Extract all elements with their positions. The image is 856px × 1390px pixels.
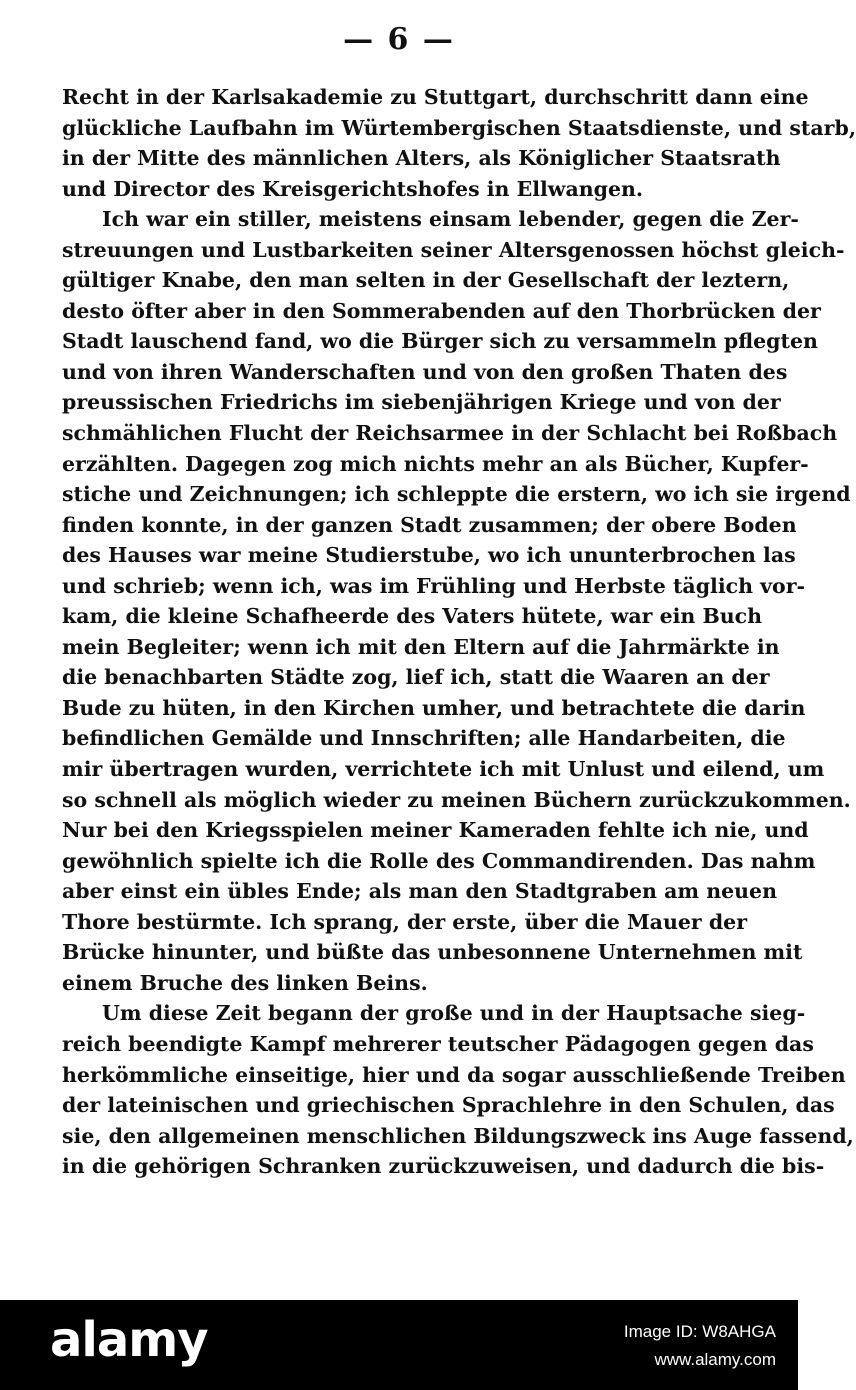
text-line: der lateinischen und griechischen Sprachlehre in den Schulen, das xyxy=(62,1093,835,1118)
text-line: Bude zu hüten, in den Kirchen umher, und betrachtete die darin xyxy=(62,695,806,720)
text-line: in die gehörigen Schranken zurückzuweisen, und dadurch die bis- xyxy=(62,1154,825,1179)
text-line: streuungen und Lustbarkeiten seiner Altersgenossen höchst gleich- xyxy=(62,237,845,262)
text-line: preussischen Friedrichs im siebenjährigen Kriege und von der xyxy=(62,390,781,415)
text-line: gewöhnlich spielte ich die Rolle des Commandirenden. Das nahm xyxy=(62,848,816,873)
text-line: mein Begleiter; wenn ich mit den Eltern auf die Jahrmärkte in xyxy=(62,634,780,659)
text-line: herkömmliche einseitige, hier und da sogar ausschließende Treiben xyxy=(62,1062,846,1087)
text-line: die benachbarten Städte zog, lief ich, statt die Waaren an der xyxy=(62,665,770,690)
text-line: desto öfter aber in den Sommerabenden auf den Thorbrücken der xyxy=(62,298,821,323)
text-line: einem Bruche des linken Beins. xyxy=(62,970,428,995)
alamy-logo: alamy xyxy=(50,1312,208,1368)
text-line: Um diese Zeit begann der große und in der Hauptsache sieg- xyxy=(102,1001,806,1026)
text-line: befindlichen Gemälde und Innschriften; alle Handarbeiten, die xyxy=(62,726,786,751)
text-line: in der Mitte des männlichen Alters, als Königlicher Staatsrath xyxy=(62,146,781,171)
text-line: des Hauses war meine Studierstube, wo ich ununterbrochen las xyxy=(62,543,796,568)
page-number: — 6 — xyxy=(343,22,455,57)
text-line: reich beendigte Kampf mehrerer teutscher Pädagogen gegen das xyxy=(62,1031,814,1056)
text-line: gültiger Knabe, den man selten in der Gesellschaft der leztern, xyxy=(62,268,790,293)
text-line: schmählichen Flucht der Reichsarmee in der Schlacht bei Roßbach xyxy=(62,421,838,446)
text-line: und Director des Kreisgerichtshofes in Ellwangen. xyxy=(62,176,644,201)
text-line: Ich war ein stiller, meistens einsam lebender, gegen die Zer- xyxy=(102,207,799,232)
image-id-label: Image ID: W8AHGA xyxy=(623,1322,776,1341)
text-line: Recht in der Karlsakademie zu Stuttgart, durchschritt dann eine xyxy=(62,85,809,109)
text-line: sie, den allgemeinen menschlichen Bildungszweck ins Auge fassend, xyxy=(62,1123,854,1148)
text-line: finden konnte, in der ganzen Stadt zusammen; der obere Boden xyxy=(62,512,797,537)
body-text xyxy=(62,82,856,1182)
text-line: stiche und Zeichnungen; ich schleppte die erstern, wo ich sie irgend xyxy=(62,482,851,507)
text-line: so schnell als möglich wieder zu meinen Büchern zurückzukommen. xyxy=(62,787,851,812)
text-line: und schrieb; wenn ich, was im Frühling und Herbste täglich vor- xyxy=(62,573,806,598)
text-line: kam, die kleine Schafheerde des Vaters hütete, war ein Buch xyxy=(62,604,763,629)
text-line: Thore bestürmte. Ich sprang, der erste, über die Mauer der xyxy=(62,909,748,934)
text-line: Brücke hinunter, und büßte das unbesonnene Unternehmen mit xyxy=(62,940,803,965)
watermark-banner xyxy=(0,1300,798,1390)
text-line: Stadt lauschend fand, wo die Bürger sich zu versammeln pflegten xyxy=(62,329,818,354)
source-url-label: www.alamy.com xyxy=(654,1350,776,1369)
text-line: glückliche Laufbahn im Würtembergischen Staatsdienste, und starb, xyxy=(62,115,856,140)
text-line: mir übertragen wurden, verrichtete ich mit Unlust und eilend, um xyxy=(62,757,825,782)
text-line: erzählten. Dagegen zog mich nichts mehr an als Bücher, Kupfer- xyxy=(62,451,809,476)
text-line: Nur bei den Kriegsspielen meiner Kameraden fehlte ich nie, und xyxy=(62,818,809,843)
text-line: aber einst ein übles Ende; als man den Stadtgraben am neuen xyxy=(62,879,777,904)
text-line: und von ihren Wanderschaften und von den großen Thaten des xyxy=(62,359,788,384)
